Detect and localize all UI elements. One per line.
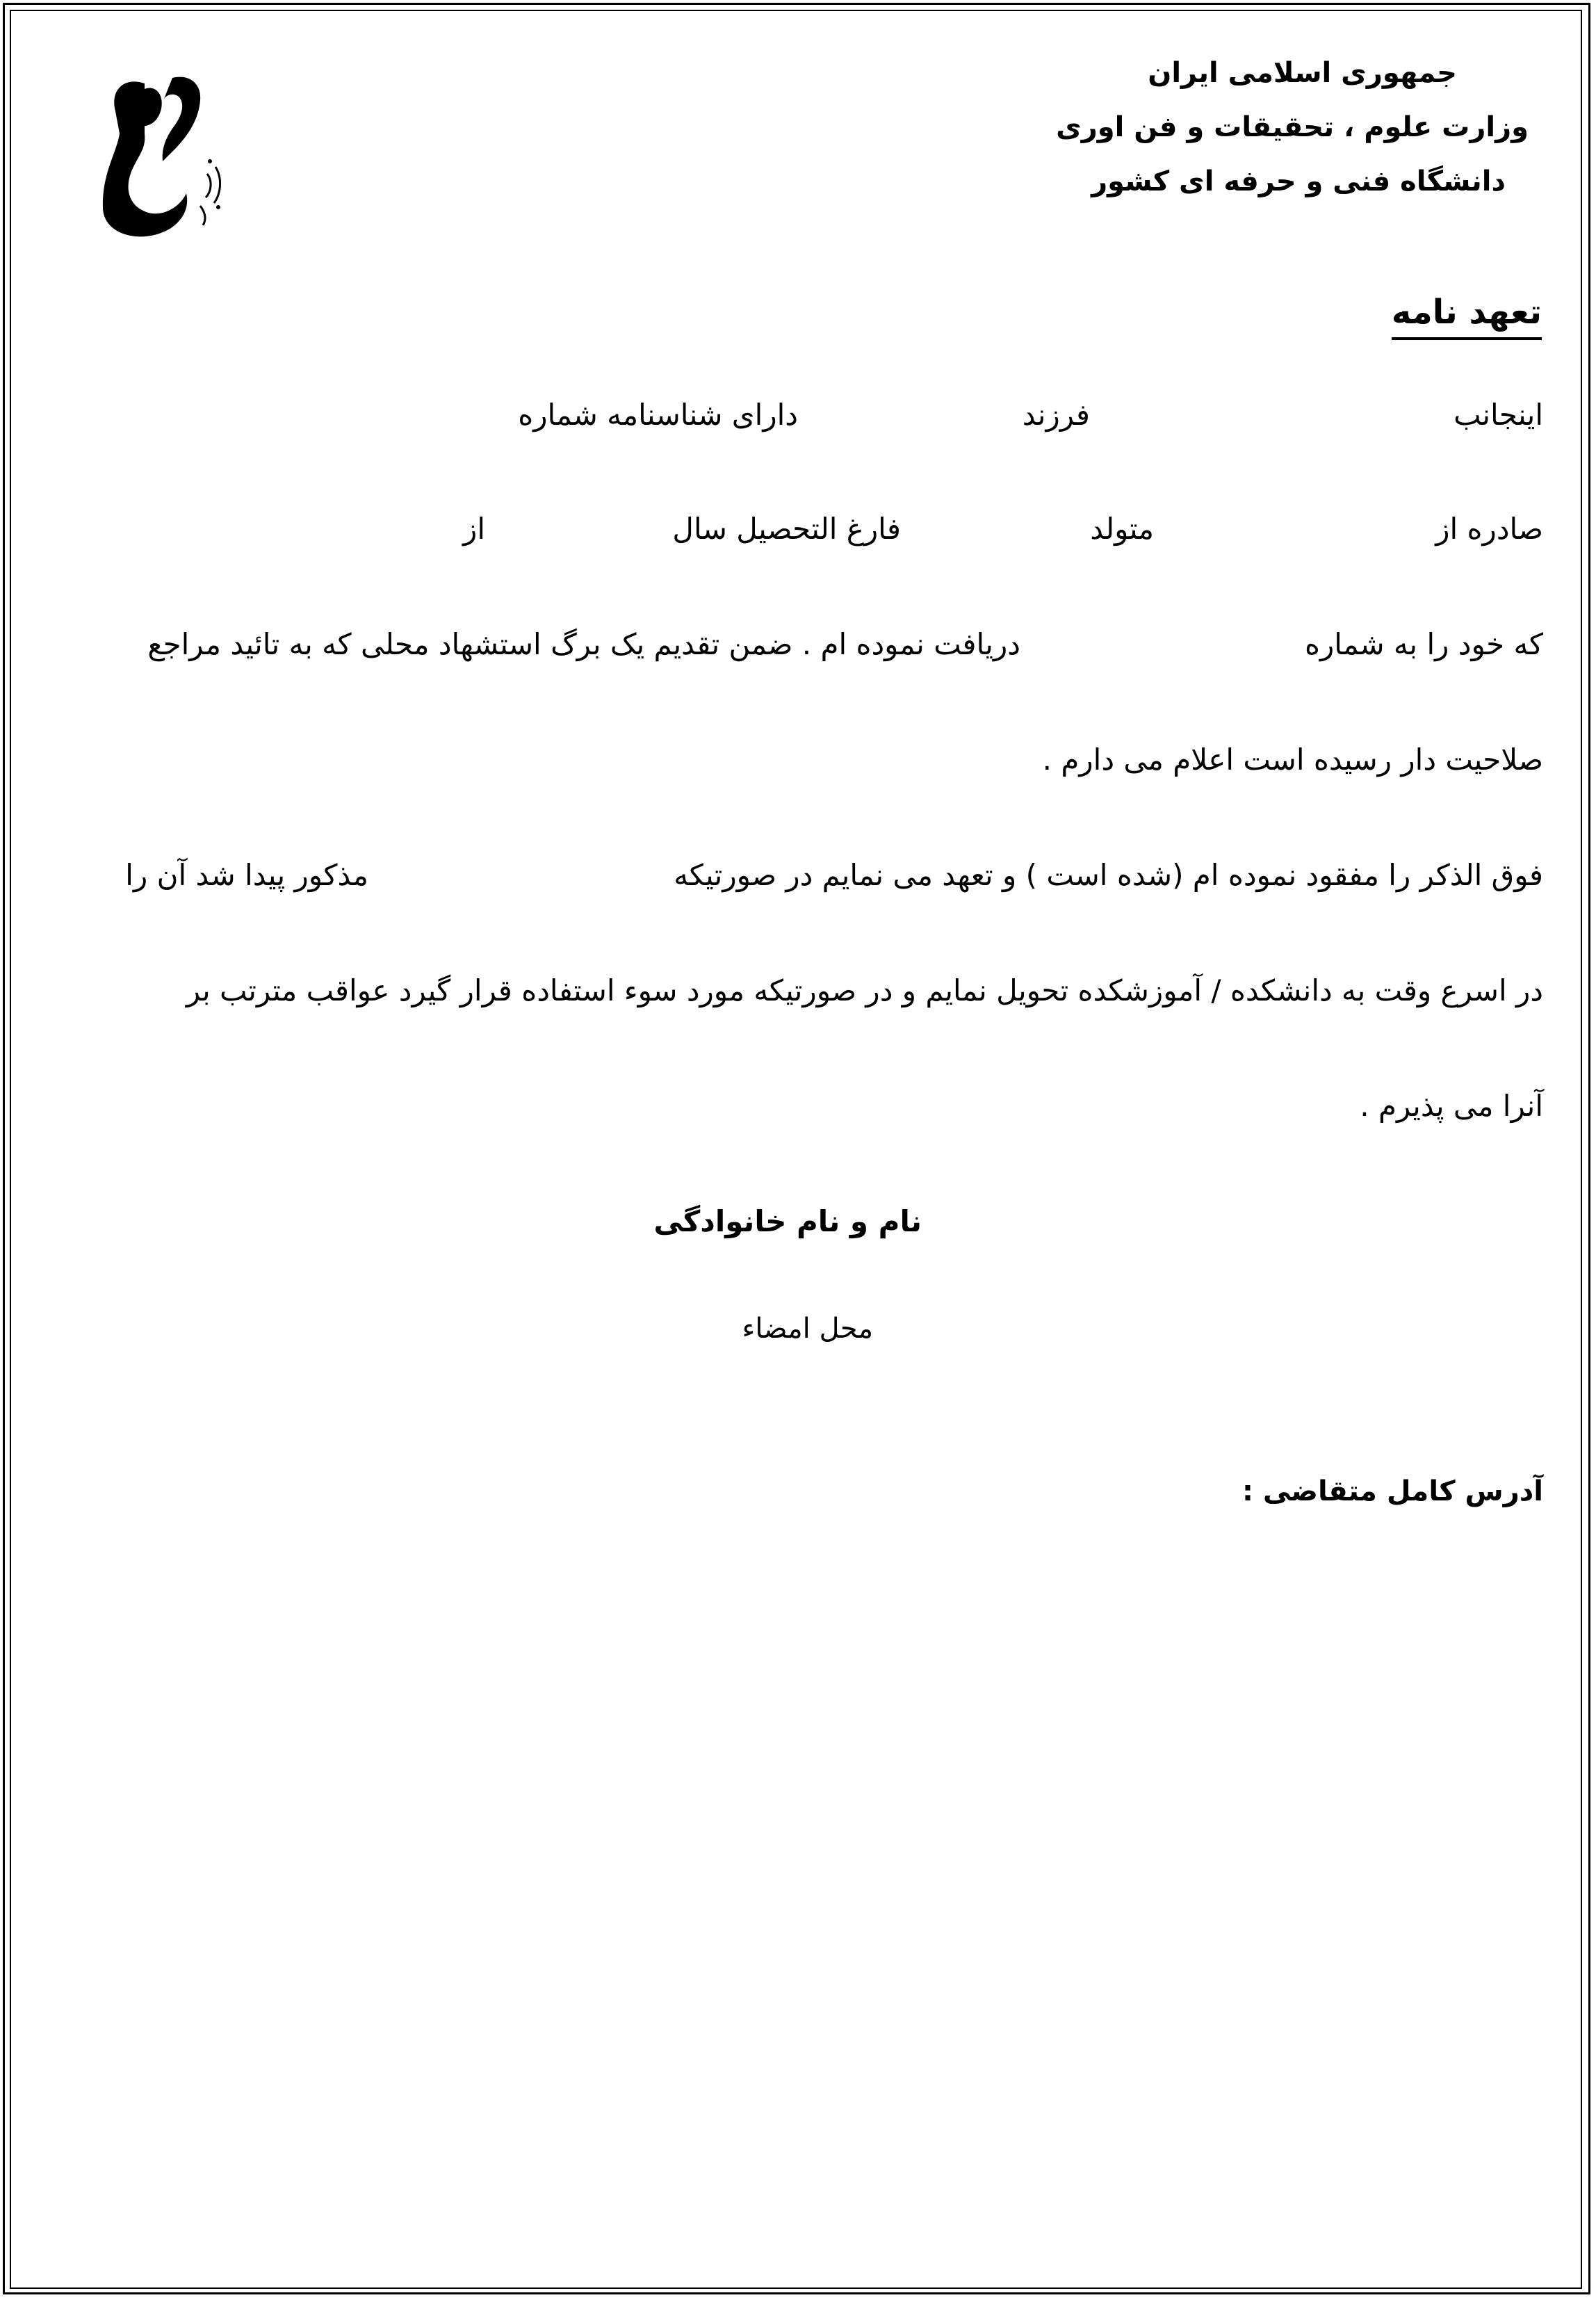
signature-place-label: محل امضاء — [742, 1313, 873, 1345]
text-received: دریافت نموده ام . ضمن تقدیم یک برگ استشهاد محلی که به تائید مراجع — [147, 627, 1020, 661]
page-title: تعهد نامه — [1392, 293, 1542, 340]
text-born: متولد — [1090, 512, 1154, 546]
text-lost-declaration: فوق الذکر را مفقود نموده ام (شده است ) و تعهد می نمایم در صورتیکه — [674, 858, 1543, 892]
university-logo-icon — [96, 70, 235, 243]
text-by-number: که خود را به شماره — [1305, 627, 1543, 661]
text-graduation-year: فارغ التحصیل سال — [672, 512, 901, 546]
text-applicant: اینجانب — [1454, 398, 1543, 432]
text-if-found: مذکور پیدا شد آن را — [125, 858, 368, 892]
address-label: آدرس کامل متقاضی : — [1241, 1475, 1543, 1507]
text-acceptance: آنرا می پذیرم . — [1360, 1089, 1543, 1123]
header-country: جمهوری اسلامی ایران — [1148, 57, 1457, 89]
text-issued-from: صادره از — [1435, 512, 1543, 546]
text-from: از — [463, 512, 485, 546]
text-return-commitment: در اسرع وقت به دانشکده / آموزشکده تحویل نمایم و در صورتیکه مورد سوء استفاده قرار گیرد عواقب مترتب بر — [186, 973, 1543, 1007]
text-child-of: فرزند — [1022, 398, 1090, 432]
signature-name-label: نام و نام خانوادگی — [653, 1204, 922, 1238]
text-id-number: دارای شناسنامه شماره — [518, 398, 798, 432]
header-ministry: وزارت علوم ، تحقیقات و فن اوری — [1056, 111, 1529, 143]
header-university: دانشگاه فنی و حرفه ای کشور — [1091, 165, 1506, 197]
page-border-inner — [10, 10, 1582, 2289]
text-authority: صلاحیت دار رسیده است اعلام می دارم . — [1042, 743, 1543, 777]
